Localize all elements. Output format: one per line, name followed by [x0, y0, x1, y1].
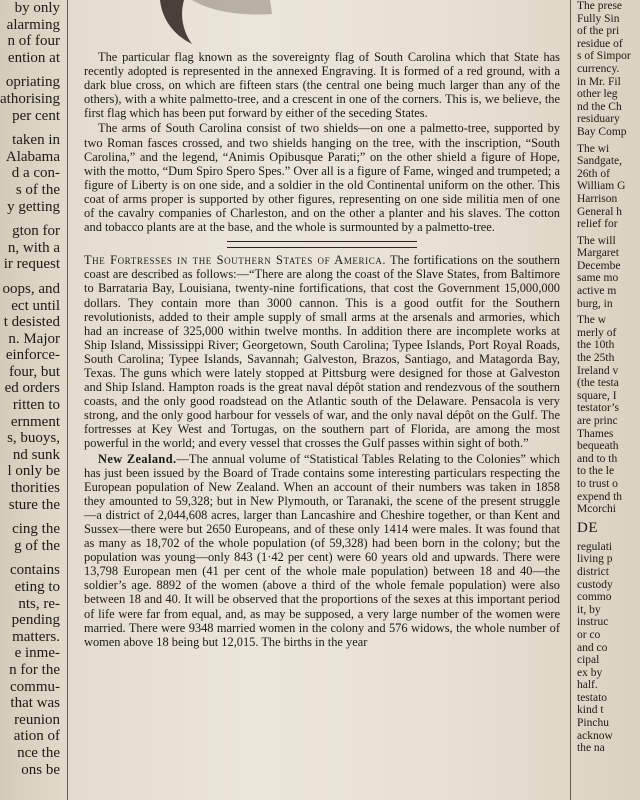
- right-fragment-line: to trust o: [577, 477, 618, 490]
- left-fragment-line: einforce-: [5, 347, 60, 364]
- right-fragment-line: cipal: [577, 654, 600, 667]
- right-fragment-line: ex by: [577, 666, 603, 679]
- fortresses-heading: The Fortresses in the Southern States of America.: [84, 253, 387, 268]
- right-fragment-line: testato: [577, 691, 608, 704]
- right-fragment-line: expend th: [577, 490, 623, 503]
- right-fragment-line: the 25th: [577, 352, 615, 365]
- right-fragment-line: The prese: [577, 0, 623, 12]
- left-column-fragments: [0, 0, 62, 800]
- right-fragment-line: are princ: [577, 415, 618, 427]
- left-fragment-line: Alabama: [5, 148, 60, 165]
- left-fragment-line: y getting: [7, 198, 60, 215]
- right-fragment-line: regulati: [577, 540, 613, 553]
- right-fragment-line: custody: [577, 578, 613, 591]
- left-fragment-line: pending: [11, 612, 60, 629]
- left-fragment-line: athorising: [0, 90, 60, 107]
- right-fragment-line: or co: [577, 628, 601, 641]
- right-fragment-line: residue of: [577, 37, 623, 50]
- left-fragment-line: eting to: [14, 579, 60, 595]
- right-fragment-line: instruc: [577, 616, 609, 629]
- left-fragment-line: oops, and: [2, 280, 60, 297]
- left-fragment-line: four, but: [8, 363, 60, 380]
- left-fragment-line: opriating: [5, 74, 60, 91]
- left-fragment-line: ernment: [10, 413, 60, 430]
- right-fragment-line: 26th of: [577, 167, 610, 180]
- right-fragment-line: square, I: [577, 389, 617, 402]
- left-fragment-line: ation of: [13, 728, 60, 745]
- left-fragment-line: by only: [14, 0, 60, 16]
- right-fragment-line: relief for: [577, 218, 618, 231]
- right-fragment-line: Ireland v: [577, 364, 619, 377]
- right-fragment-line: The wi: [577, 142, 610, 155]
- right-fragment-line: in Mr. Fil: [577, 75, 621, 88]
- left-fragment-line: reunion: [14, 711, 60, 728]
- section-divider: [227, 241, 417, 248]
- right-fragment-line: Decembe: [577, 259, 621, 272]
- right-fragment-line: residuary: [577, 113, 620, 126]
- left-fragment-line: matters.: [12, 628, 60, 645]
- left-fragment-line: ons be: [21, 761, 60, 778]
- right-fragment-line: currency.: [577, 62, 620, 75]
- right-fragment-line: burg, in: [577, 297, 613, 310]
- right-fragment-line: the 10th: [577, 339, 615, 352]
- left-fragment-line: gton for: [12, 223, 60, 240]
- left-fragment-line: ritten to: [12, 397, 60, 414]
- right-fragment-line: and co: [577, 641, 608, 654]
- flag-engraving: [152, 0, 566, 48]
- right-column-fragments: [574, 0, 640, 800]
- right-fragment-line: commo: [577, 591, 612, 604]
- fortresses-text: The fortifications on the southern coast are described as follows:—“There are along the coast of the Slave States, from Baltimore to Barrataria Bay, Louisiana, twenty-nine fortifications, that cost the Government 15,000,000 dollars. They contain more than 3000 cannon. This is a good outfit for the Southern revolutionists, added to their ample supply of small arms at the arsenals and armories, which had an increase of 325,000 within twelve months. In addition there are incomplete works at Ship Island, Mississippi River; Georgetown, South Carolina; Typee Islands, Port Royal Roads, South Carolina; Typee Islands, Savannah; Galveston, Brazos, Santiago, and Matagorda Bay, Texas. The guns which were lately stopped at Pittsburg were designed for those at Galveston and Ship Island. Hampton roads is the great naval dépôt station and rendezvous of the southern coasts, and the only good roadstead on the Atlantic south of the Delaware. Pensacola is very strong, and the only good harbour for vessels of war, and the only naval dépôt on the Gulf. The fortresses at Key West and Tortugas, on the southern part of Florida, are among the most powerful in the world; and every vessel that crosses the Gulf passes within sight of both.”: [84, 253, 560, 451]
- right-fragment-line: testator’s: [577, 402, 619, 415]
- right-fragment-line: Mcorchi: [577, 503, 616, 516]
- left-fragment-line: s of the: [15, 181, 60, 198]
- right-fragment-line: to the le: [577, 465, 615, 478]
- flag-paragraph: The particular flag known as the sovereignty flag of South Carolina which that State has recently adopted is represented in the annexed Engraving. It is formed of a red ground, with a dark blue cross, on which are fifteen stars (the central one being much larger than any of the others), with a white palmetto-tree, and a crescent in one of the corners. This is, we believe, the first flag which has been put forward by either of the seceding States.: [84, 50, 560, 121]
- left-fragment-line: nts, re-: [18, 595, 60, 612]
- new-zealand-heading: New Zealand.: [98, 451, 177, 466]
- left-fragment-line: n, with a: [7, 239, 60, 256]
- left-fragment-line: e inme-: [14, 645, 60, 662]
- right-fragment-line: active m: [577, 285, 617, 298]
- right-fragment-line: other leg: [577, 88, 618, 101]
- left-fragment-line: t desisted: [3, 314, 60, 331]
- left-fragment-line: that was: [10, 695, 60, 712]
- arms-paragraph: The arms of South Carolina consist of two shields—on one a palmetto-tree, supported by two Roman fasces crossed, and two shields hanging on the tree, with the inscription, “South Carolina,” and the legend, “Animis Opibusque Parati;” on the other shield a figure of Hope, with the motto, “Dum Spiro Spero Spes.” Over all is a figure of Fame, winged and trumpeted; a figure of Liberty is on one side, and a soldier in the old Continental uniform on the other. This coat of arms proper is supported by other figures, representing on one side militia men of one of the cavalry companies of Charleston, and on the other a planter and his slaves. The cotton and tobacco plants are at the base, and the whole is surmounted by a palmetto-tree.: [84, 121, 560, 235]
- column-rule-left: [67, 0, 68, 800]
- left-fragment-line: n. Major: [8, 330, 60, 347]
- left-fragment-line: ect until: [11, 297, 60, 314]
- right-fragment-line: acknow: [577, 729, 613, 742]
- left-fragment-line: d a con-: [11, 165, 60, 182]
- left-fragment-line: sture the: [8, 496, 60, 513]
- right-fragment-line: same mo: [577, 272, 619, 285]
- right-fragment-line: Bay Comp: [577, 125, 627, 138]
- right-fragment-line: Fully Sin: [577, 12, 620, 25]
- right-fragment-line: Margaret: [577, 247, 619, 260]
- right-fragment-line: The w: [577, 314, 607, 327]
- right-fragment-line: living p: [577, 553, 613, 566]
- right-fragment-line: half.: [577, 679, 598, 692]
- right-fragment-line: (the testa: [577, 377, 619, 390]
- left-fragment-line: ed orders: [4, 380, 60, 397]
- left-fragment-line: ir request: [3, 256, 60, 273]
- left-fragment-line: cing the: [12, 521, 60, 538]
- main-column: [72, 0, 566, 800]
- right-fragment-line: nd the Ch: [577, 100, 622, 113]
- right-fragment-line: Harrison: [577, 192, 618, 205]
- right-fragment-line: DE: [577, 519, 598, 536]
- right-fragment-line: the na: [577, 742, 605, 755]
- left-fragment-line: n of four: [7, 33, 60, 50]
- left-fragment-line: taken in: [12, 132, 60, 149]
- left-fragment-line: g of the: [14, 537, 60, 554]
- column-rule-right: [570, 0, 571, 800]
- left-fragment-line: commu-: [10, 678, 60, 695]
- right-fragment-line: General h: [577, 205, 623, 218]
- right-fragment-line: merly of: [577, 326, 617, 339]
- right-fragment-line: Thames: [577, 427, 614, 440]
- right-fragment-line: and to th: [577, 452, 618, 465]
- right-fragment-line: s of Simpor: [577, 50, 631, 63]
- right-fragment-line: bequeath: [577, 440, 619, 453]
- fortresses-article: [84, 253, 560, 450]
- left-fragment-line: l only be: [7, 463, 60, 480]
- left-fragment-line: contains: [10, 562, 60, 579]
- right-fragment-line: Sandgate,: [577, 155, 623, 168]
- right-fragment-line: kind t: [577, 704, 604, 717]
- right-fragment-line: district: [577, 565, 609, 578]
- new-zealand-article: [84, 452, 560, 649]
- new-zealand-text: —The annual volume of “Statistical Tables Relating to the Colonies” which has just been issued by the Board of Trade contains some interesting particulars respecting the European population of New Zealand. When an account of their numbers was taken in 1858 they amounted to 59,328; but in New Plymouth, or Taranaki, the scene of the present struggle—a district of 2,044,608 acres, larger than Lancashire and Cheshire together, or than Kent and Sussex—there were but 2650 Europeans, and of these only 1414 were males. It was found that as many as 18,702 of the whole population (of 59,328) had been born in the colony; but the population was young—only 843 (1·42 per cent) were 60 years old and upwards. There were 13,798 European men (41 per cent of the whole male population) between 18 and 40—the soldier’s age. 8892 of the women (above a third of the whole female population) were also between 18 and 40. It will be observed that the proportions of the sexes at this important period of life were far from equal, and, as may be supposed, a very large number of the women were married. There were 9348 married women in the colony and 576 widows, the whole number of women above 18 being but 12,015. The births in the year: [84, 451, 560, 649]
- right-fragment-line: Pinchu: [577, 717, 609, 730]
- right-fragment-line: The will: [577, 234, 616, 247]
- left-fragment-line: per cent: [12, 107, 60, 124]
- left-fragment-line: s, buoys,: [7, 430, 60, 447]
- left-fragment-line: alarming: [6, 16, 60, 33]
- left-fragment-line: ention at: [7, 49, 60, 66]
- left-fragment-line: thorities: [10, 480, 60, 497]
- left-fragment-line: nd sunk: [12, 446, 60, 463]
- right-fragment-line: of the pri: [577, 25, 620, 38]
- right-fragment-line: William G: [577, 180, 626, 193]
- left-fragment-line: nce the: [17, 744, 60, 761]
- left-fragment-line: n for the: [9, 661, 60, 678]
- right-fragment-line: it, by: [577, 603, 601, 616]
